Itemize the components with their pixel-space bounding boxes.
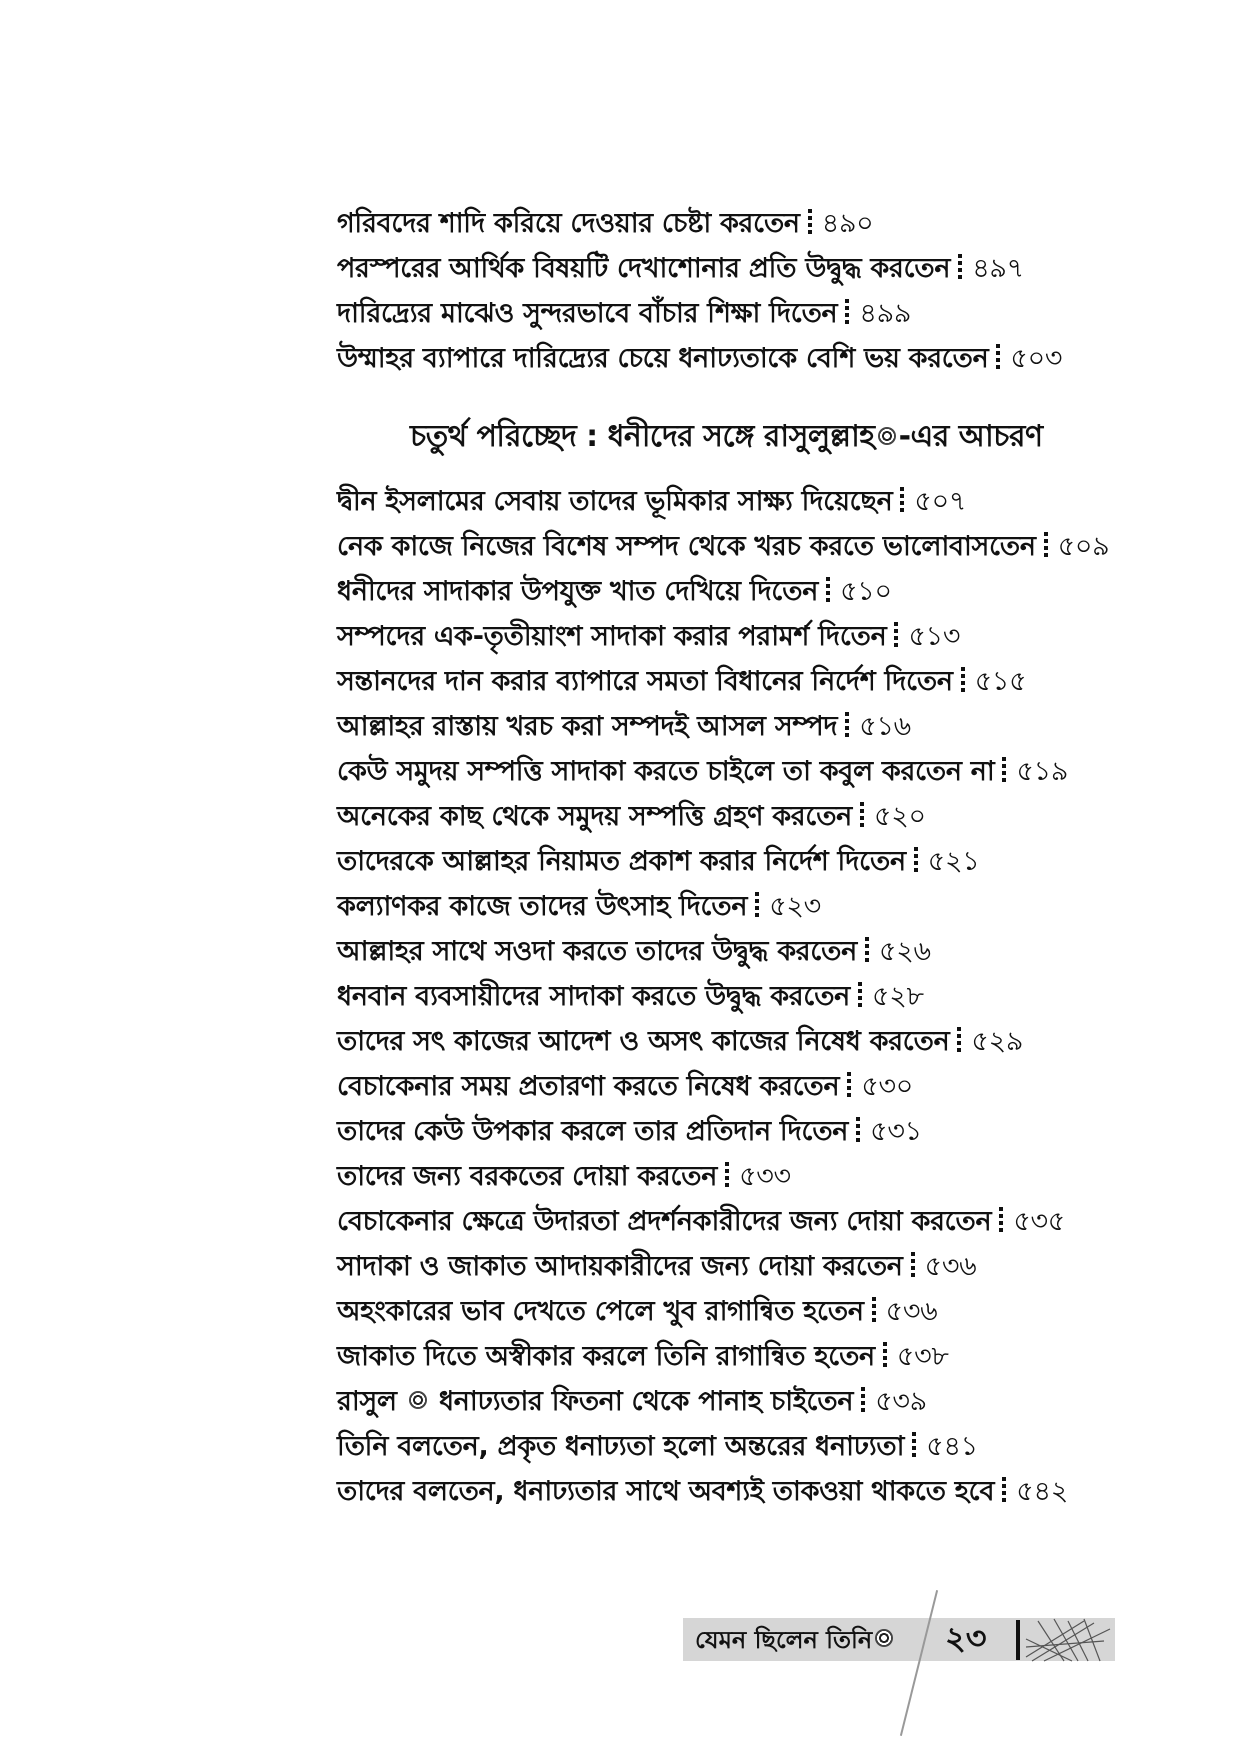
toc-entry-page: ৫২৯: [971, 1026, 1024, 1057]
toc-entry: [337, 1292, 937, 1332]
toc-entry-text: কল্যাণকর কাজে তাদের উৎসাহ দিতেন: [337, 891, 748, 922]
toc-entry: [337, 1337, 949, 1377]
dotted-separator: [847, 1072, 851, 1100]
toc-entry-text: বেচাকেনার ক্ষেত্রে উদারতা প্রদর্শনকারীদের জন্য দোয়া করতেন: [337, 1206, 992, 1237]
dotted-separator: [1002, 757, 1006, 785]
toc-entry-text: ধনাঢ্যতার ফিতনা থেকে পানাহ চাইতেন: [438, 1386, 854, 1417]
toc-entry-text: গরিবদের শাদি করিয়ে দেওয়ার চেষ্টা করতেন: [337, 208, 800, 239]
toc-entry-page: ৪৯০: [821, 208, 874, 239]
toc-entry-page: ৫২০: [873, 801, 926, 832]
dotted-separator: [999, 1207, 1003, 1235]
toc-entry-page: ৫১৯: [1016, 756, 1069, 787]
toc-entry: [337, 662, 1026, 702]
toc-entry: [337, 249, 1024, 289]
dotted-separator: [900, 487, 904, 515]
honorific-icon: [875, 1629, 893, 1647]
toc-entry-text: তাদেরকে আল্লাহর নিয়ামত প্রকাশ করার নির্দেশ দিতেন: [337, 846, 906, 877]
toc-entry-page: ৫৩৫: [1013, 1206, 1066, 1237]
dotted-separator: [957, 1027, 961, 1055]
toc-entry-text: আল্লাহর রাস্তায় খরচ করা সম্পদই আসল সম্পদ: [337, 711, 838, 742]
dotted-separator: [894, 622, 898, 650]
dotted-separator: [860, 802, 864, 830]
toc-entry-text: জাকাত দিতে অস্বীকার করলে তিনি রাগান্বিত হতেন: [337, 1341, 875, 1372]
toc-entry: [337, 1247, 976, 1287]
toc-entry: [337, 572, 892, 612]
toc-entry: [337, 1157, 791, 1197]
honorific-icon: [878, 427, 896, 445]
dotted-separator: [872, 1297, 876, 1325]
toc-entry: [337, 1382, 927, 1422]
toc-entry-text: উম্মাহর ব্যাপারে দারিদ্র্যের চেয়ে ধনাঢ্যতাকে বেশি ভয় করতেন: [337, 343, 989, 374]
dotted-separator: [755, 892, 759, 920]
toc-entry: [337, 1472, 1068, 1512]
dotted-separator: [914, 847, 918, 875]
toc-entry-page: ৫৩৬: [924, 1251, 977, 1282]
toc-entry: [337, 797, 926, 837]
dotted-separator: [961, 667, 965, 695]
dotted-separator: [1044, 532, 1048, 560]
toc-entry-text: অনেকের কাছ থেকে সমুদয় সম্পত্তি গ্রহণ করতেন: [337, 801, 852, 832]
honorific-icon: [409, 1391, 427, 1409]
dotted-separator: [826, 577, 830, 605]
toc-entry-page: ৫৪২: [1016, 1476, 1068, 1507]
toc-entry-page: ৫৩৬: [885, 1296, 938, 1327]
page-number: ২৩: [945, 1619, 987, 1657]
toc-entry-text: নেক কাজে নিজের বিশেষ সম্পদ থেকে খরচ করতে ভালোবাসতেন: [337, 531, 1036, 562]
toc-entry-page: ৫১৩: [908, 621, 961, 652]
dotted-separator: [861, 1387, 865, 1415]
toc-entry: [337, 887, 821, 927]
toc-entry-page: ৪৯৭: [972, 253, 1024, 284]
dotted-separator: [808, 209, 812, 237]
toc-entry-page: ৫২৮: [871, 981, 924, 1012]
toc-entry: [337, 617, 960, 657]
toc-entry-page: ৫৪১: [926, 1431, 978, 1462]
toc-entry-page: ৫২৩: [769, 891, 821, 922]
toc-entry-text: তাদের বলতেন, ধনাঢ্যতার সাথে অবশ্যই তাকওয়া থাকতে হবে: [337, 1476, 995, 1507]
toc-entry-page: ৫০৯: [1057, 531, 1110, 562]
toc-entry-text: ধনবান ব্যবসায়ীদের সাদাকা করতে উদ্বুদ্ধ করতেন: [337, 981, 850, 1012]
footer-decoration-icon: [1024, 1617, 1114, 1663]
toc-entry-text: তিনি বলতেন, প্রকৃত ধনাঢ্যতা হলো অন্তরের ধনাঢ্যতা: [337, 1431, 905, 1462]
section-title-before: চতুর্থ পরিচ্ছেদ : ধনীদের সঙ্গে রাসুলুল্লাহ: [410, 419, 875, 454]
dotted-separator: [856, 1117, 860, 1145]
toc-entry-text: সম্পদের এক-তৃতীয়াংশ সাদাকা করার পরামর্শ দিতেন: [337, 621, 887, 652]
toc-entry-page: ৫১৬: [859, 711, 911, 742]
toc-entry-page: ৫৩৮: [896, 1341, 949, 1372]
toc-entry: [337, 1067, 913, 1107]
dotted-separator: [845, 712, 849, 740]
toc-entry-text: ধনীদের সাদাকার উপযুক্ত খাত দেখিয়ে দিতেন: [337, 576, 819, 607]
toc-entry-text: বেচাকেনার সময় প্রতারণা করতে নিষেধ করতেন: [337, 1071, 840, 1102]
toc-entry-page: ৫১০: [840, 576, 892, 607]
dotted-separator: [1002, 1477, 1006, 1505]
toc-entry: [337, 842, 979, 882]
dotted-separator: [845, 299, 849, 327]
toc-entry-text: তাদের জন্য বরকতের দোয়া করতেন: [337, 1161, 718, 1192]
toc-entry: [337, 707, 911, 747]
toc-entry: [337, 932, 931, 972]
toc-entry-text: অহংকারের ভাব দেখতে পেলে খুব রাগান্বিত হতেন: [337, 1296, 864, 1327]
toc-entry-page: ৪৯৯: [859, 298, 912, 329]
toc-entry-page: ৫০৩: [1010, 343, 1063, 374]
toc-entry-page: ৫৩৩: [739, 1161, 791, 1192]
toc-entry-page: ৫৩০: [861, 1071, 914, 1102]
dotted-separator: [883, 1342, 887, 1370]
dotted-separator: [911, 1252, 915, 1280]
dotted-separator: [912, 1432, 916, 1460]
section-title-after: -এর আচরণ: [898, 419, 1043, 454]
toc-entry-text: আল্লাহর সাথে সওদা করতে তাদের উদ্বুদ্ধ করতেন: [337, 936, 857, 967]
dotted-separator: [865, 937, 869, 965]
dotted-separator: [725, 1162, 729, 1190]
section-heading: [410, 412, 1043, 463]
toc-entry-text: তাদের কেউ উপকার করলে তার প্রতিদান দিতেন: [337, 1116, 849, 1147]
toc-entry-page: ৫২৬: [878, 936, 931, 967]
toc-entry-text: সন্তানদের দান করার ব্যাপারে সমতা বিধানের নির্দেশ দিতেন: [337, 666, 953, 697]
toc-entry-text-before: রাসুল: [337, 1386, 397, 1417]
toc-entry-page: ৫০৭: [914, 486, 967, 517]
toc-entry: [337, 482, 966, 522]
toc-entry: [337, 977, 924, 1017]
toc-entry: [337, 527, 1109, 567]
toc-entry: [337, 1202, 1065, 1242]
toc-entry-text: কেউ সমুদয় সম্পত্তি সাদাকা করতে চাইলে তা কবুল করতেন না: [337, 756, 995, 787]
toc-entry-text: দ্বীন ইসলামের সেবায় তাদের ভূমিকার সাক্ষ্য দিয়েছেন: [337, 486, 893, 517]
toc-entry-text: দারিদ্র্যের মাঝেও সুন্দরভাবে বাঁচার শিক্ষা দিতেন: [337, 298, 838, 329]
dotted-separator: [858, 982, 862, 1010]
toc-entry-text: সাদাকা ও জাকাত আদায়কারীদের জন্য দোয়া করতেন: [337, 1251, 903, 1282]
book-title-text: যেমন ছিলেন তিনি: [695, 1626, 873, 1654]
footer-book-title: [695, 1620, 896, 1660]
toc-entry: [337, 1022, 1023, 1062]
toc-entry: [337, 204, 873, 244]
toc-entry-text: পরস্পরের আর্থিক বিষয়টি দেখাশোনার প্রতি উদ্বুদ্ধ করতেন: [337, 253, 951, 284]
toc-entry-page: ৫৩১: [870, 1116, 922, 1147]
toc-entry: [337, 339, 1062, 379]
dotted-separator: [958, 254, 962, 282]
toc-entry-page: ৫৩৯: [875, 1386, 927, 1417]
toc-entry: [337, 1427, 978, 1467]
dotted-separator: [996, 344, 1000, 372]
toc-entry: [337, 1112, 922, 1152]
toc-entry-page: ৫১৫: [974, 666, 1027, 697]
footer-rule: [900, 1590, 938, 1736]
toc-entry-page: ৫২১: [927, 846, 980, 877]
toc-entry: [337, 752, 1068, 792]
footer-bar: [1016, 1620, 1020, 1660]
toc-entry-text: তাদের সৎ কাজের আদেশ ও অসৎ কাজের নিষেধ করতেন: [337, 1026, 950, 1057]
toc-entry: [337, 294, 911, 334]
